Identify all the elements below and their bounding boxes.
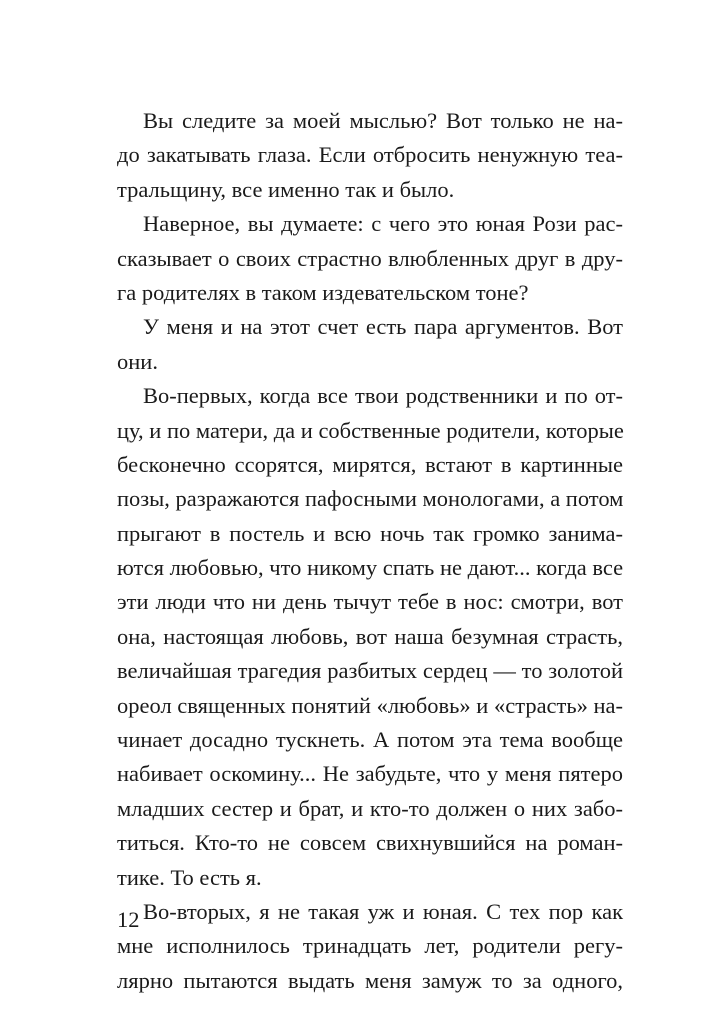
text-line: бесконечно ссорятся, мирятся, встают в картинные	[117, 451, 623, 477]
text-line: лярно пытаются выдать меня замуж то за одного,	[117, 967, 623, 993]
text-line: прыгают в постель и всю ночь так громко занима-	[117, 520, 623, 546]
text-line: тральщину, все именно так и было.	[117, 176, 455, 202]
text-line: они.	[117, 348, 158, 374]
text-line: ореол священных понятий «любовь» и «страсть» на-	[117, 692, 624, 718]
text-line: она, настоящая любовь, вот наша безумная страсть,	[117, 623, 623, 649]
text-line: чинает досадно тускнеть. А потом эта тема вообще	[117, 727, 623, 753]
text-line: младших сестер и брат, и кто-то должен о них забо-	[117, 795, 623, 821]
text-line: до закатывать глаза. Если отбросить ненужную теа-	[117, 142, 623, 168]
text-line: мне исполнилось тринадцать лет, родители регу-	[117, 933, 623, 959]
body-text	[117, 104, 623, 998]
text-line: Наверное, вы думаете: с чего это юная Рози рас-	[143, 211, 623, 237]
text-line: титься. Кто-то не совсем свихнувшийся на роман-	[117, 830, 623, 856]
text-line: Во-первых, когда все твои родственники и по от-	[143, 383, 623, 409]
text-line: величайшая трагедия разбитых сердец — то золотой	[117, 658, 623, 684]
text-line: Во-вторых, я не такая уж и юная. С тех пор как	[143, 898, 623, 924]
text-line: тике. То есть я.	[117, 864, 262, 890]
page-number: 12	[117, 907, 140, 932]
text-line: У меня и на этот счет есть пара аргументов. Вот	[143, 314, 623, 340]
text-line: ются любовью, что никому спать не дают... когда все	[117, 555, 624, 581]
text-line: га родителях в таком издевательском тоне?	[117, 279, 529, 305]
text-line: набивает оскомину... Не забудьте, что у меня пятеро	[117, 761, 623, 787]
text-line: Вы следите за моей мыслью? Вот только не на-	[143, 108, 623, 133]
text-line: сказывает о своих страстно влюбленных друг в дру-	[117, 245, 623, 271]
text-line: эти люди что ни день тычут тебе в нос: смотри, вот	[117, 589, 623, 615]
text-line: цу, и по матери, да и собственные родители, которые	[117, 417, 624, 443]
text-line: позы, разражаются пафосными монологами, а потом	[117, 486, 624, 512]
